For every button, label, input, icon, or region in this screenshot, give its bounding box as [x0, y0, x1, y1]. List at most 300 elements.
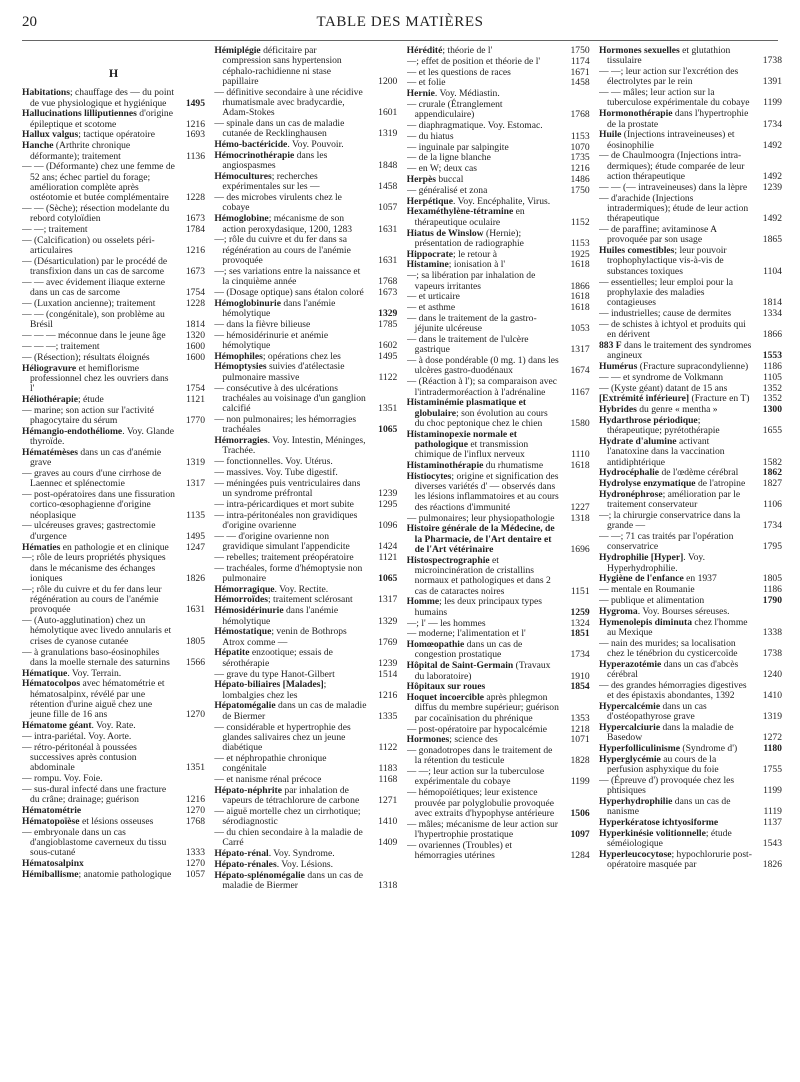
index-entry [22, 353, 205, 363]
entry-description: — —; traitement [22, 224, 88, 236]
index-entry [22, 225, 205, 235]
entry-headword: Hyperglycémie [598, 753, 661, 765]
entry-description: — —; leur action sur la tuberculose expérimentale du cobaye [406, 766, 545, 788]
entry-description: — — (congénitale), son problème au Brésil [22, 309, 165, 331]
entry-text [22, 828, 175, 859]
entry-page-number: 1795 [762, 541, 782, 553]
entry-text [22, 257, 175, 278]
entry-page-number: 1910 [570, 670, 590, 682]
entry-page-number: 1318 [378, 879, 398, 891]
index-entry [22, 543, 205, 553]
entry-text [407, 597, 560, 618]
entry-description: . Voy. Syndrome. [268, 848, 335, 860]
entry-description: ; ionisation à l' [448, 259, 506, 271]
entry-description: — — d'origine ovarienne non gravidique simulant l'appendicite [214, 530, 350, 552]
entry-page-number: 1106 [763, 499, 782, 511]
index-entry [407, 197, 590, 207]
entry-description: — embryonale dans un cas d'angioblastome caverneux du tissu sous-cutané [22, 826, 167, 859]
index-entry [214, 627, 397, 648]
index-entry [214, 754, 397, 775]
entry-description: — du hiatus [406, 130, 454, 142]
entry-description: dans l'hypertrophie de la prostate [606, 108, 749, 130]
entry-description: —; sa libération par inhalation de vapeurs irritantes [406, 270, 536, 292]
entry-page-number: 1755 [762, 764, 782, 776]
entry-description: — —; leur action sur l'excrétion des électrolytes par le rein [598, 66, 739, 88]
entry-headword: Hyperhydrophilie [598, 796, 673, 808]
entry-text [407, 68, 560, 78]
entry-text [599, 183, 752, 193]
entry-text [407, 46, 560, 56]
entry-text [214, 140, 367, 150]
entry-description: — rompu. Voy. Foie. [22, 773, 103, 785]
entry-page-number: 1329 [378, 615, 398, 627]
entry-page-number: 1492 [762, 213, 782, 225]
entry-headword: Hépato-biliaires [Malades] [214, 679, 324, 691]
index-entry [599, 574, 782, 584]
index-entry [407, 556, 590, 597]
entry-description: — — avec évidement iliaque externe dans un cas de sarcome [22, 277, 166, 299]
entry-text [599, 755, 752, 776]
entry-text [407, 472, 560, 513]
index-entry [22, 785, 205, 806]
entry-page-number: 1851 [570, 628, 590, 640]
entry-text [214, 511, 367, 532]
entry-description: ; le retour à [453, 248, 497, 260]
entry-description: ; science des [449, 734, 498, 746]
entry-page-number: 1768 [570, 109, 590, 121]
entry-headword: Herpétique [406, 195, 454, 207]
index-entry [599, 553, 782, 574]
index-columns [22, 46, 782, 1074]
entry-page-number: 1735 [570, 152, 590, 164]
entry-text [407, 153, 560, 163]
index-entry [22, 406, 205, 427]
entry-page-number: 1153 [570, 237, 590, 249]
index-entry [407, 303, 590, 313]
entry-text [407, 175, 560, 185]
entry-description: — inguinale par salpingite [406, 141, 509, 153]
index-entry [407, 153, 590, 163]
index-entry [214, 532, 397, 553]
index-entry [214, 119, 397, 140]
index-entry [407, 271, 590, 292]
index-entry [407, 461, 590, 471]
entry-text [22, 679, 175, 720]
index-entry [214, 786, 397, 807]
entry-text [407, 78, 560, 88]
entry-description: ; anatomie pathologique [78, 868, 172, 880]
entry-page-number: 1317 [570, 344, 590, 356]
entry-description: — non pulmonaires; les hémorragies trachéales [214, 413, 357, 436]
entry-text [407, 514, 560, 524]
entry-page-number: 1334 [762, 307, 782, 319]
entry-headword: Histaminémie plasmatique et globulaire [406, 397, 527, 419]
entry-page-number: 1492 [762, 139, 782, 151]
entry-headword: Hygiène de l'enfance [598, 573, 684, 585]
index-entry [599, 225, 782, 246]
entry-description: . Voy. Encéphalite, Virus. [453, 195, 551, 207]
entry-text [22, 806, 175, 816]
entry-page-number: 1110 [571, 449, 590, 461]
entry-page-number: 1601 [378, 107, 398, 119]
entry-text [599, 660, 752, 681]
entry-text [407, 143, 560, 153]
entry-page-number: 1180 [763, 743, 782, 755]
index-column-3 [407, 46, 590, 1074]
entry-description: — diaphragmatique. Voy. Estomac. [406, 120, 543, 132]
entry-headword: Hémostatique [214, 626, 272, 638]
entry-text [214, 479, 367, 500]
entry-text [22, 585, 175, 616]
entry-text [214, 468, 367, 478]
entry-page-number: 1631 [378, 254, 398, 266]
index-entry [599, 109, 782, 130]
entry-page-number: 1631 [185, 604, 205, 616]
entry-text [214, 267, 367, 288]
entry-text [214, 606, 367, 627]
entry-headword: Hormones [406, 734, 450, 746]
index-entry [214, 606, 397, 627]
index-entry [22, 130, 205, 140]
entry-text [22, 648, 175, 669]
entry-page-number: 1320 [185, 330, 205, 342]
entry-description: et hemiflorisme professionnel chez les ouvriers dans l' [30, 362, 169, 395]
entry-description: dans un cas de congestion prostatique [414, 639, 523, 661]
entry-headword: Hémocrinothérapie [214, 149, 295, 161]
entry-page-number: 1239 [378, 487, 398, 499]
entry-description: — de Chaulmoogra (Injections intra-dermiques); étude comparée de leur action thérapeutique [598, 150, 745, 183]
entry-description: activant l'anatoxine dans la vaccination antidiphtérique [606, 435, 725, 468]
entry-page-number: 1673 [378, 286, 398, 298]
index-entry [407, 640, 590, 661]
entry-text [599, 384, 752, 394]
entry-headword: Histiocytes [406, 470, 452, 482]
entry-page-number: 1734 [762, 118, 782, 130]
index-entry [407, 377, 590, 398]
entry-description: dans un cas d'ostéopathyrose grave [606, 700, 707, 723]
entry-headword: Hémoptysies [214, 361, 267, 373]
entry-page-number: 1216 [378, 689, 398, 701]
entry-description: — post-opératoire par hypocalcémie [406, 723, 548, 735]
entry-headword: Hématies [22, 541, 61, 553]
entry-page-number: 1200 [378, 75, 398, 87]
entry-page-number: 1335 [378, 710, 398, 722]
entry-description: d'origine épileptique et scotome [30, 108, 173, 130]
entry-page-number: 1768 [378, 276, 398, 288]
entry-headword: Hoquet incoercible [406, 692, 485, 704]
entry-page-number: 1925 [570, 248, 590, 260]
entry-text [22, 616, 175, 647]
entry-description: — hémosidérinurie et anémie hémolytique [214, 329, 329, 351]
entry-description: . Voy. Médiastin. [434, 88, 500, 100]
entry-headword: Hémorragies [214, 434, 268, 446]
entry-text [407, 121, 560, 131]
entry-text [407, 629, 560, 639]
index-entry [214, 648, 397, 669]
entry-description: ; lombalgies chez les [222, 679, 327, 701]
entry-description: — essentielles; leur emploi pour la prophylaxie des maladies contagieuses [598, 276, 733, 309]
entry-text [214, 828, 367, 849]
entry-headword: 883 F [598, 339, 622, 351]
entry-description: — (Calcification) ou osselets péri-articulaires [22, 234, 155, 257]
entry-text [407, 207, 560, 228]
entry-page-number: 1770 [185, 415, 205, 426]
index-entry [214, 457, 397, 467]
entry-text [407, 356, 560, 377]
index-column-1 [22, 46, 205, 1074]
entry-headword: Hydrate d'alumine [598, 435, 677, 447]
entry-page-number: 1495 [378, 350, 398, 362]
entry-page-number: 1284 [570, 850, 590, 862]
entry-description: — et les questions de races [406, 66, 511, 78]
entry-page-number: 1167 [570, 386, 590, 398]
index-entry [599, 776, 782, 797]
index-entry [599, 468, 782, 478]
entry-page-number: 1121 [186, 393, 205, 405]
index-entry [214, 140, 397, 150]
entry-text [599, 744, 752, 754]
entry-text [22, 732, 175, 742]
entry-page-number: 1199 [763, 785, 782, 797]
entry-description: —; ses variations entre la naissance et la cinquième année [214, 265, 361, 288]
index-entry [214, 595, 397, 605]
index-entry [599, 183, 782, 193]
entry-description: ; origine et signification des diverses variétés d' — observés dans les lésions inflammatoires et au cours des réactions d'immunité [414, 470, 559, 513]
entry-text [22, 785, 175, 806]
entry-text [214, 849, 367, 859]
entry-text [407, 186, 560, 196]
index-entry [599, 384, 782, 394]
entry-page-number: 1391 [762, 76, 782, 88]
index-entry [22, 490, 205, 521]
entry-headword: Hémangio-endothéliome [22, 425, 123, 437]
index-entry [22, 141, 205, 162]
index-entry [214, 88, 397, 119]
entry-headword: Hémophiles [214, 350, 263, 362]
entry-description: ; mécanisme de son action peroxydasique, 1200, 1283 [222, 213, 353, 235]
entry-page-number: 1333 [185, 847, 205, 859]
index-entry [407, 229, 590, 250]
entry-page-number: 1495 [185, 530, 205, 542]
entry-page-number: 1317 [378, 594, 398, 606]
entry-description: — dans la fièvre bilieuse [214, 318, 311, 330]
index-entry [22, 204, 205, 225]
index-entry [407, 164, 590, 174]
entry-page-number: 1324 [570, 617, 590, 629]
index-entry [599, 437, 782, 468]
entry-text [599, 818, 752, 828]
index-entry [407, 735, 590, 745]
entry-description: ; étude séméiologique [606, 827, 732, 850]
entry-headword: Hyperleucocytose [598, 849, 672, 861]
index-entry [407, 100, 590, 121]
entry-description: chez l'homme au Mexique [606, 616, 748, 638]
entry-description: ; les deux principaux types humains [414, 596, 543, 618]
entry-headword: Hyperfolliculinisme [598, 743, 680, 755]
entry-text [214, 352, 367, 362]
entry-page-number: 1317 [185, 478, 205, 490]
entry-headword: Huiles comestibles [598, 245, 675, 257]
entry-page-number: 1655 [762, 425, 782, 437]
index-entry [214, 193, 397, 214]
index-entry [599, 67, 782, 88]
entry-text [214, 627, 367, 648]
index-entry [407, 682, 590, 692]
entry-description: ; leur pouvoir trophophylactique vis-à-vis de substances toxiques [606, 245, 727, 277]
entry-page-number: 1514 [378, 668, 398, 680]
entry-description: — et nanisme rénal précoce [214, 773, 322, 785]
entry-description: — des grandes hémorragies digestives et des épistaxis abondantes, 1392 [598, 679, 747, 702]
entry-text [599, 246, 752, 277]
entry-page-number: 1216 [185, 118, 205, 130]
entry-text [599, 850, 752, 871]
index-entry [214, 288, 397, 298]
entry-page-number: 1183 [378, 763, 398, 775]
entry-description: ; hypochlorurie post-opératoire masquée par [606, 849, 752, 871]
entry-page-number: 1065 [378, 424, 398, 436]
entry-text [599, 585, 752, 595]
entry-text [214, 436, 367, 457]
index-entry [407, 207, 590, 228]
entry-description: — définitive secondaire à une récidive rhumatismale avec bradycardie, Adam-Stokes [214, 86, 363, 119]
index-entry [214, 235, 397, 266]
entry-description: — nain des murides; sa localisation chez le ténébrion du cysticercoïde [598, 637, 738, 659]
entry-text [599, 681, 752, 702]
entry-text [407, 377, 560, 398]
entry-headword: Herpès [406, 174, 436, 186]
index-entry [407, 143, 590, 153]
entry-page-number: 1631 [378, 223, 398, 235]
entry-headword: Hémocultures [214, 171, 272, 183]
index-entry [214, 775, 397, 785]
entry-text [214, 701, 367, 722]
index-entry [214, 331, 397, 352]
entry-text [22, 162, 175, 203]
entry-headword: Héliothérapie [22, 393, 78, 405]
entry-text [407, 250, 560, 260]
entry-page-number: 1410 [378, 816, 398, 828]
entry-text [599, 607, 752, 617]
entry-text [22, 721, 175, 731]
index-entry [214, 267, 397, 288]
entry-page-number: 1673 [185, 213, 205, 225]
entry-text [407, 132, 560, 142]
entry-headword: Hallux valgus [22, 129, 79, 141]
entry-page-number: 1353 [570, 712, 590, 724]
index-entry [599, 88, 782, 109]
entry-page-number: 1270 [185, 709, 205, 721]
index-entry [407, 629, 590, 639]
entry-text [599, 88, 752, 109]
entry-description: — intra-péritonéales non gravidiques d'origine ovarienne [214, 509, 358, 531]
entry-page-number: 1826 [762, 859, 782, 871]
entry-page-number: 1199 [763, 97, 782, 109]
entry-text [214, 860, 367, 870]
index-entry [214, 468, 397, 478]
entry-description: —; la chirurgie conservatrice dans la grande — [598, 510, 741, 532]
entry-headword: Hiatus de Winslow [406, 227, 484, 239]
entry-description: ; son évolution au cours du choc peptonique chez le chien [414, 407, 548, 429]
entry-page-number: 1671 [570, 66, 590, 78]
entry-headword: Hématome géant [22, 720, 92, 732]
index-entry [22, 669, 205, 679]
entry-text [599, 416, 752, 437]
index-entry [22, 817, 205, 827]
index-entry [407, 841, 590, 862]
entry-headword: Hydarthrose périodique [598, 414, 698, 426]
entry-page-number: 1216 [185, 245, 205, 257]
entry-headword: Hernie [406, 88, 435, 100]
index-entry [407, 89, 590, 99]
entry-headword: Hôpitaux sur roues [406, 681, 486, 693]
entry-page-number: 1300 [762, 404, 782, 416]
entry-headword: Héliogravure [22, 362, 77, 374]
entry-description: — massives. Voy. Tube digestif. [214, 466, 338, 478]
entry-page-number: 1618 [570, 291, 590, 303]
entry-description: et microincinération de cristallins normaux et pathologiques et dans 2 cas de cataractes noires [414, 554, 551, 597]
entry-text [599, 829, 752, 850]
entry-page-number: 1121 [378, 551, 398, 563]
entry-text [599, 618, 752, 639]
entry-page-number: 1486 [570, 174, 590, 186]
index-entry [407, 472, 590, 513]
entry-page-number: 1495 [185, 97, 205, 109]
entry-text [214, 595, 367, 605]
entry-text [22, 299, 175, 309]
entry-description: en thérapeutique oculaire [414, 206, 525, 228]
entry-description: . Voy. Hyperhydrophilie. [606, 552, 705, 574]
entry-description: dans la maladie de Basedow [606, 722, 734, 744]
entry-description: — (Kyste géant) datant de 15 ans [598, 382, 728, 394]
index-entry [407, 725, 590, 735]
index-entry [22, 342, 205, 352]
entry-description: — — mâles; leur action sur la tuberculose expérimentale du cobaye [598, 87, 750, 109]
entry-text [214, 807, 367, 828]
entry-description: — — (— intraveineuses) dans la lèpre [598, 181, 748, 193]
entry-text [22, 469, 175, 490]
index-entry [214, 871, 397, 892]
index-entry [22, 278, 205, 299]
entry-page-number: 1270 [185, 857, 205, 869]
entry-page-number: 1319 [378, 128, 398, 140]
entry-text [599, 278, 752, 309]
entry-page-number: 1318 [570, 512, 590, 524]
entry-page-number: 1071 [570, 734, 590, 746]
entry-description: — industrielles; cause de dermites [598, 307, 732, 319]
entry-headword: Histaminopexie normale et pathologique [406, 428, 517, 450]
index-entry [407, 250, 590, 260]
entry-description: — moderne; l'alimentation et l' [406, 628, 526, 640]
entry-text [22, 204, 175, 225]
entry-page-number: 1227 [570, 501, 590, 513]
entry-page-number: 1228 [185, 298, 205, 310]
entry-description: —; l' — les hommes [406, 617, 486, 629]
entry-page-number: 1199 [570, 776, 590, 788]
index-entry [599, 278, 782, 309]
entry-description: — (Résection); résultats éloignés [22, 351, 150, 363]
entry-headword: Hématométrie [22, 804, 82, 816]
index-entry [599, 818, 782, 828]
entry-text [214, 786, 367, 807]
index-entry [599, 151, 782, 182]
entry-page-number: 1410 [762, 690, 782, 702]
entry-page-number: 1136 [186, 150, 205, 162]
entry-headword: Hygroma [598, 605, 638, 617]
entry-text [407, 619, 560, 629]
entry-description: (Hernie); présentation de radiographie [414, 227, 524, 249]
entry-text [407, 841, 560, 862]
entry-headword: Hypercalcémie [598, 700, 661, 712]
